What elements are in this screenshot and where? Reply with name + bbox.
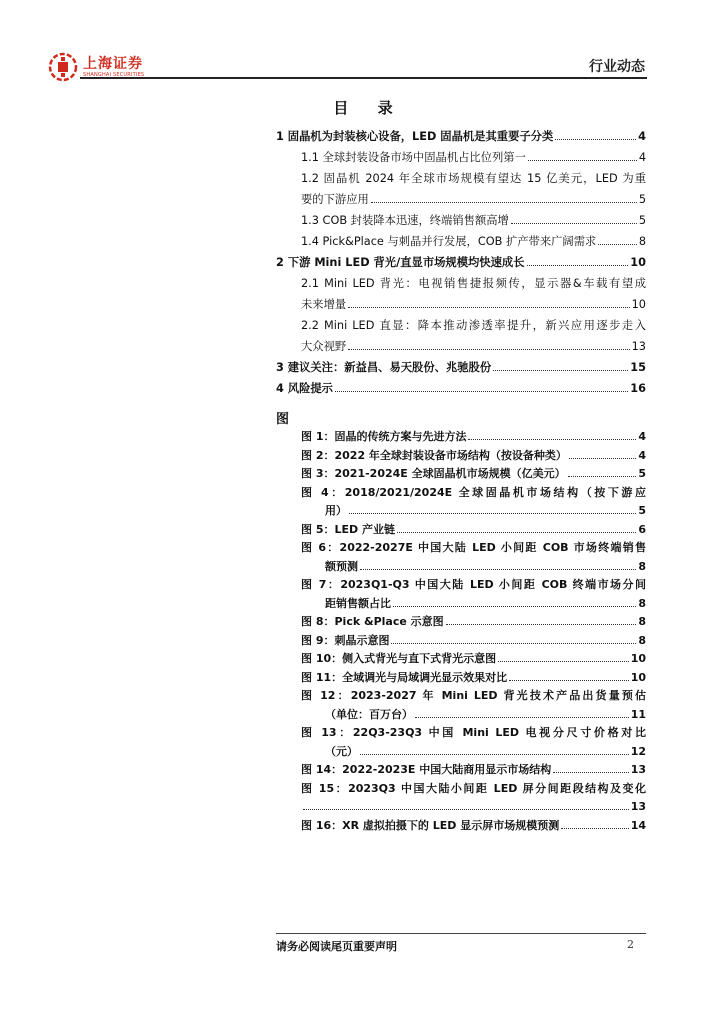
header-divider [80, 77, 647, 79]
logo-chinese-name: 上海证券 [83, 55, 143, 72]
figure-entry-7[interactable]: 图 7：2023Q1-Q3 中国大陆 LED 小间距 COB 终端市场分间 [301, 578, 646, 591]
page-number: 2 [627, 938, 634, 951]
toc-entry-4[interactable]: 4 风险提示 16 [276, 382, 646, 395]
figure-entry-16[interactable]: 图 16：XR 虚拟拍摄下的 LED 显示屏市场规模预测 14 [301, 818, 646, 832]
figure-entry-4[interactable]: 图 4：2018/2021/2024E 全球固晶机市场结构（按下游应 [301, 485, 646, 499]
figure-entry-8[interactable]: 图 8：Pick &Place 示意图 8 [301, 615, 646, 628]
figure-entry-11[interactable]: 图 11：全域调光与局域调光显示效果对比 10 [301, 670, 646, 684]
figure-list [301, 428, 646, 835]
toc-entry-2-1-cont[interactable]: 未来增量 10 [301, 298, 646, 311]
figure-entry-6-cont[interactable]: 额预测 8 [325, 559, 646, 573]
toc-title: 目 录 [333, 99, 405, 117]
figure-entry-10[interactable]: 图 10：侧入式背光与直下式背光示意图 10 [301, 652, 646, 665]
page-header [0, 0, 724, 80]
footer-disclaimer: 请务必阅读尾页重要声明 [276, 940, 397, 953]
figure-entry-1[interactable]: 图 1：固晶的传统方案与先进方法 4 [301, 430, 646, 443]
toc-entry-1-4[interactable]: 1.4 Pick&Place 与刺晶并行发展，COB 扩产带来广阔需求 8 [301, 235, 646, 248]
figure-entry-7-cont[interactable]: 距销售额占比 8 [325, 596, 646, 610]
toc-entry-1-2[interactable]: 1.2 固晶机 2024 年全球市场规模有望达 15 亿美元，LED 为重 [301, 172, 646, 185]
toc-entry-2-2[interactable]: 2.2 Mini LED 直显：降本推动渗透率提升，新兴应用逐步走入 [301, 319, 646, 332]
toc-entry-1[interactable]: 1 固晶机为封装核心设备，LED 固晶机是其重要子分类 4 [276, 130, 646, 143]
toc-entry-2-2-cont[interactable]: 大众视野 13 [301, 340, 646, 353]
toc-entry-3[interactable]: 3 建议关注：新益昌、易天股份、兆驰股份 15 [276, 361, 646, 374]
figure-entry-12-cont[interactable]: （单位：百万台） 11 [325, 707, 646, 721]
toc-entry-2-1[interactable]: 2.1 Mini LED 背光：电视销售捷报频传，显示器&车载有望成 [301, 277, 646, 290]
figure-entry-13[interactable]: 图 13：22Q3-23Q3 中国 Mini LED 电视分尺寸价格对比 [301, 726, 646, 739]
report-type-label: 行业动态 [589, 59, 645, 75]
shanghai-securities-logo-icon [48, 52, 78, 82]
figure-entry-4-cont[interactable]: 用） 5 [325, 504, 646, 517]
figure-entry-6[interactable]: 图 6：2022-2027E 中国大陆 LED 小间距 COB 市场终端销售 [301, 541, 646, 554]
figure-entry-2[interactable]: 图 2：2022 年全球封装设备市场结构（按设备种类） 4 [301, 448, 646, 462]
toc-entry-2[interactable]: 2 下游 Mini LED 背光/直显市场规模均快速成长 10 [276, 256, 646, 269]
figure-entry-13-cont[interactable]: （元） 12 [325, 744, 646, 758]
figure-list-title: 图 [276, 412, 290, 427]
footer-divider [276, 933, 646, 934]
figure-entry-15-cont[interactable]: 13 [301, 798, 646, 817]
toc-entry-1-2-cont[interactable]: 要的下游应用 5 [301, 193, 646, 206]
toc-entry-1-3[interactable]: 1.3 COB 封装降本迅速，终端销售额高增 5 [301, 214, 646, 227]
toc-entry-1-1[interactable]: 1.1 全球封装设备市场中固晶机占比位列第一 4 [301, 151, 646, 164]
figure-entry-9[interactable]: 图 9：刺晶示意图 8 [301, 633, 646, 647]
figure-entry-3[interactable]: 图 3：2021-2024E 全球固晶机市场规模（亿美元） 5 [301, 467, 646, 480]
logo-english-name: SHANGHAI SECURITIES [83, 71, 145, 78]
figure-entry-12[interactable]: 图 12：2023-2027 年 Mini LED 背光技术产品出货量预估 [301, 689, 646, 702]
figure-entry-5[interactable]: 图 5：LED 产业链 6 [301, 522, 646, 536]
figure-entry-15[interactable]: 图 15：2023Q3 中国大陆小间距 LED 屏分间距段结构及变化 [301, 781, 646, 795]
figure-entry-14[interactable]: 图 14：2022-2023E 中国大陆商用显示市场结构 13 [301, 763, 646, 776]
table-of-contents [276, 126, 646, 399]
